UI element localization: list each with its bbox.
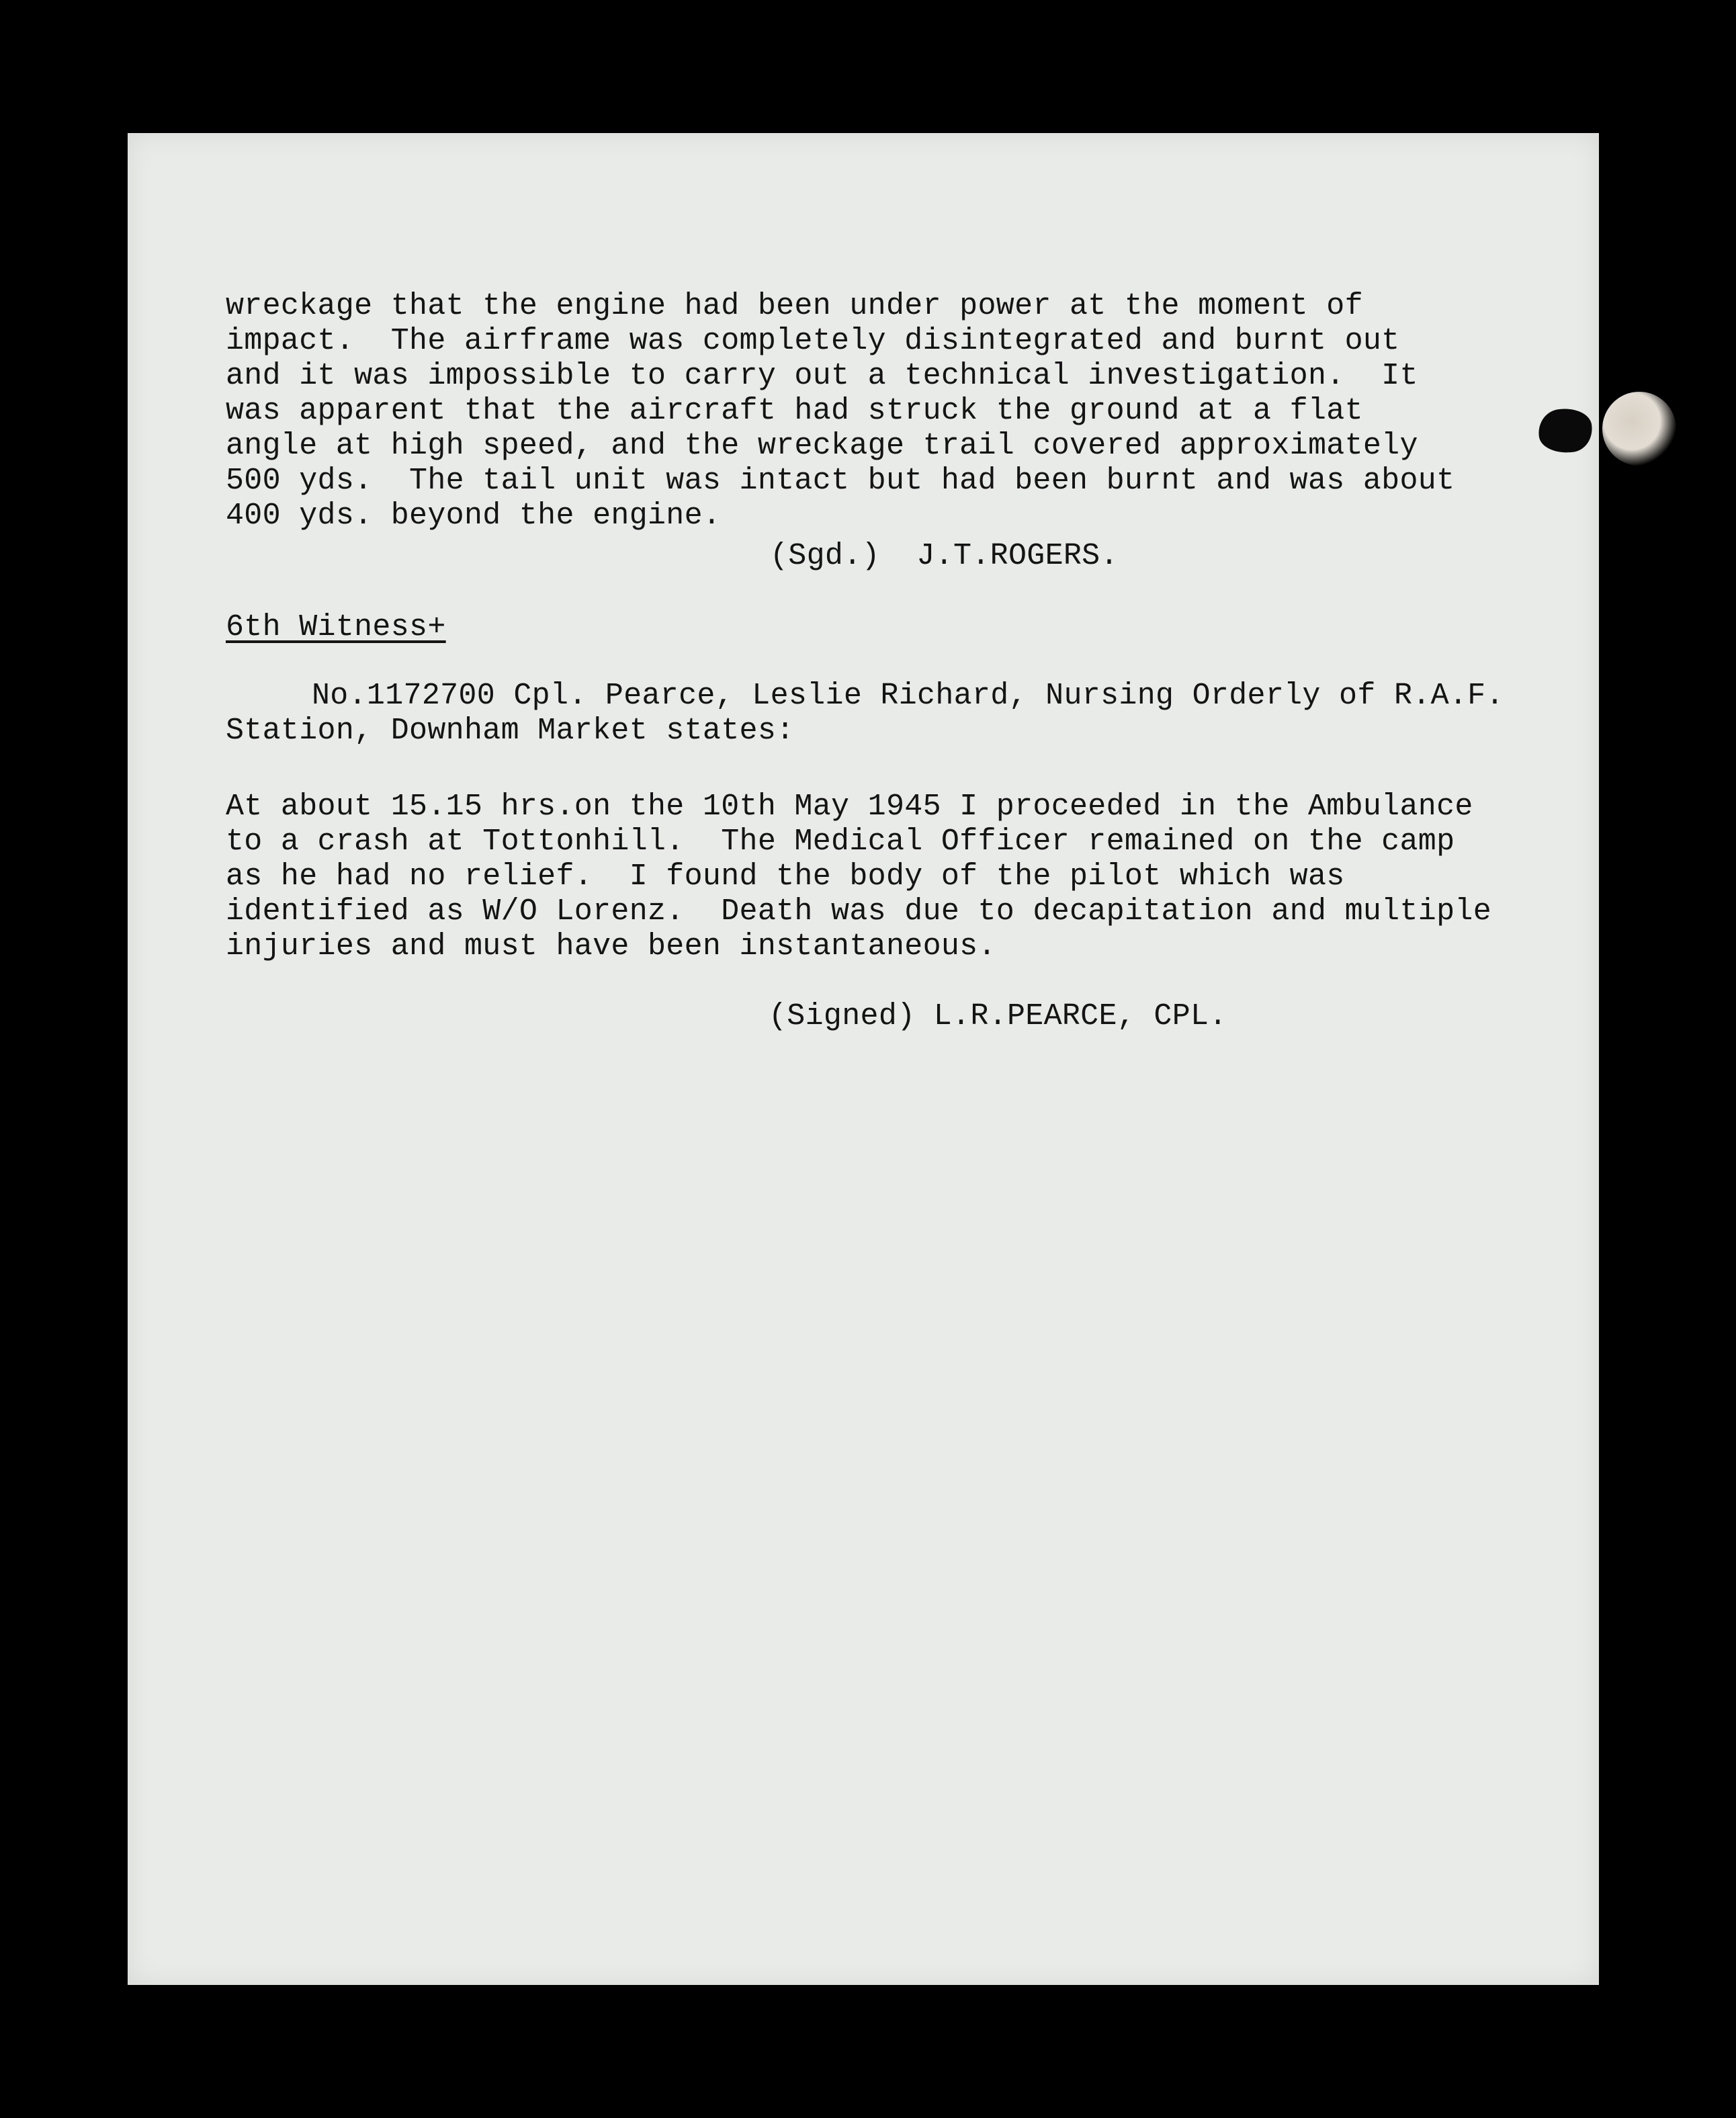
text-line: identified as W/O Lorenz. Death was due to decapitation and multiple bbox=[226, 894, 1492, 929]
paper-hole bbox=[1536, 405, 1595, 456]
text-line: and it was impossible to carry out a technical investigation. It bbox=[226, 359, 1418, 393]
text-line: At about 15.15 hrs.on the 10th May 1945 I proceeded in the Ambulance bbox=[226, 790, 1473, 824]
document-body bbox=[226, 289, 1504, 1033]
text-line: No.1172700 Cpl. Pearce, Leslie Richard, Nursing Orderly of R.A.F. bbox=[312, 679, 1504, 713]
text-line: wreckage that the engine had been under power at the moment of bbox=[226, 289, 1363, 323]
paragraph-statement bbox=[226, 790, 1491, 964]
text-line: as he had no relief. I found the body of the pilot which was bbox=[226, 859, 1345, 894]
text-line: injuries and must have been instantaneous. bbox=[226, 929, 996, 964]
text-line: impact. The airframe was completely disintegrated and burnt out bbox=[226, 324, 1400, 358]
text-line: was apparent that the aircraft had struck the ground at a flat bbox=[226, 394, 1363, 428]
paper-stain bbox=[1602, 392, 1676, 466]
witness-heading: 6th Witness+ bbox=[226, 610, 446, 644]
text-line: angle at high speed, and the wreckage trail covered approximately bbox=[226, 429, 1418, 463]
witness-intro bbox=[226, 679, 1504, 749]
text-line: Station, Downham Market states: bbox=[226, 714, 795, 748]
text-line: to a crash at Tottonhill. The Medical Officer remained on the camp bbox=[226, 824, 1455, 859]
text-line: 500 yds. The tail unit was intact but had been burnt and was about bbox=[226, 464, 1455, 498]
signature-pearce: (Signed) L.R.PEARCE, CPL. bbox=[769, 999, 1227, 1033]
paragraph-wreckage bbox=[226, 289, 1502, 534]
text-line: 400 yds. beyond the engine. bbox=[226, 499, 722, 533]
signature-rogers: (Sgd.) J.T.ROGERS. bbox=[770, 539, 1119, 573]
